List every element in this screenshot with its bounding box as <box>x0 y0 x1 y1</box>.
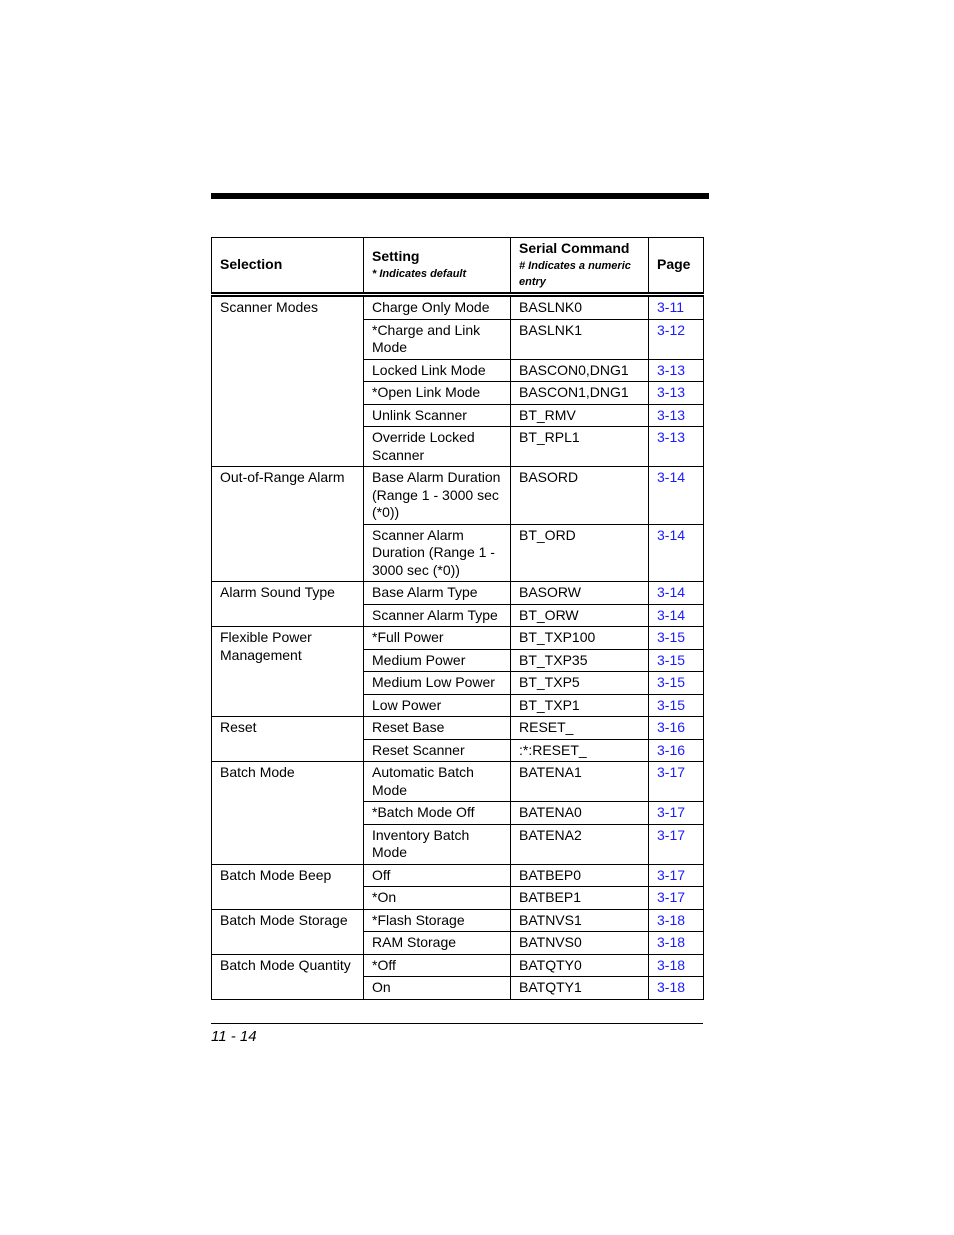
table-row <box>212 467 704 525</box>
table-row <box>212 909 704 932</box>
page-cell <box>649 627 704 650</box>
header-setting <box>364 238 511 295</box>
selection-cell: Batch Mode Beep <box>212 864 364 909</box>
serial-command-cell: BATENA2 <box>511 824 649 864</box>
page-link[interactable]: 3-12 <box>657 321 686 338</box>
setting-cell: Medium Low Power <box>364 672 511 695</box>
page-link[interactable]: 3-15 <box>657 696 686 713</box>
serial-command-cell: BATNVS0 <box>511 932 649 955</box>
page-link[interactable]: 3-15 <box>657 629 686 645</box>
page-cell <box>649 359 704 382</box>
table-body <box>212 295 704 1000</box>
page-link[interactable]: 3-17 <box>657 866 686 883</box>
page-cell <box>649 932 704 955</box>
page-link[interactable]: 3-18 <box>657 979 686 995</box>
page-link[interactable]: 3-14 <box>657 526 686 543</box>
setting-cell: Scanner Alarm Duration (Range 1 - 3000 sec (*0)) <box>364 524 511 582</box>
setting-cell: Reset Base <box>364 717 511 740</box>
serial-command-cell: BASLNK0 <box>511 295 649 320</box>
serial-command-cell: BASCON0,DNG1 <box>511 359 649 382</box>
page-link[interactable]: 3-11 <box>657 299 684 315</box>
setting-cell: On <box>364 977 511 1000</box>
setting-cell: Override Locked Scanner <box>364 427 511 467</box>
page-cell <box>649 467 704 525</box>
serial-command-cell: BT_TXP1 <box>511 694 649 717</box>
setting-cell: Low Power <box>364 694 511 717</box>
page-link[interactable]: 3-18 <box>657 956 686 973</box>
page-cell <box>649 582 704 605</box>
setting-cell: *Off <box>364 954 511 977</box>
selection-cell: Batch Mode Storage <box>212 909 364 954</box>
page-cell <box>649 427 704 467</box>
setting-cell: *Full Power <box>364 627 511 650</box>
page-link[interactable]: 3-13 <box>657 406 686 423</box>
page-cell <box>649 762 704 802</box>
serial-command-cell: BT_ORD <box>511 524 649 582</box>
serial-command-cell: BATQTY1 <box>511 977 649 1000</box>
setting-cell: Locked Link Mode <box>364 359 511 382</box>
serial-command-cell: BATQTY0 <box>511 954 649 977</box>
page-link[interactable]: 3-18 <box>657 934 686 950</box>
page-cell <box>649 802 704 825</box>
page-cell <box>649 694 704 717</box>
page-link[interactable]: 3-14 <box>657 584 686 600</box>
table-row <box>212 954 704 977</box>
page-link[interactable]: 3-16 <box>657 741 686 758</box>
page-link[interactable]: 3-16 <box>657 719 686 735</box>
table-row <box>212 295 704 320</box>
page-cell <box>649 824 704 864</box>
selection-cell: Alarm Sound Type <box>212 582 364 627</box>
page-cell <box>649 954 704 977</box>
page-number: 11 - 14 <box>211 1028 257 1045</box>
serial-command-cell: BATNVS1 <box>511 909 649 932</box>
table-row <box>212 864 704 887</box>
page-cell <box>649 909 704 932</box>
setting-cell: Automatic Batch Mode <box>364 762 511 802</box>
page-link[interactable]: 3-14 <box>657 469 686 485</box>
serial-command-cell: BT_TXP100 <box>511 627 649 650</box>
serial-command-cell: BATENA0 <box>511 802 649 825</box>
serial-command-cell: BATBEP0 <box>511 864 649 887</box>
header-page: Page <box>649 238 704 295</box>
table-row <box>212 582 704 605</box>
setting-cell: RAM Storage <box>364 932 511 955</box>
serial-command-cell: BT_TXP5 <box>511 672 649 695</box>
selection-cell: Scanner Modes <box>212 295 364 467</box>
top-rule <box>211 193 709 199</box>
page-cell <box>649 977 704 1000</box>
page-link[interactable]: 3-14 <box>657 606 686 623</box>
page-cell <box>649 604 704 627</box>
page-cell <box>649 887 704 910</box>
page-link[interactable]: 3-17 <box>657 764 686 780</box>
table-row <box>212 717 704 740</box>
page-cell <box>649 672 704 695</box>
serial-command-cell: BATENA1 <box>511 762 649 802</box>
serial-command-cell: BATBEP1 <box>511 887 649 910</box>
header-selection: Selection <box>212 238 364 295</box>
page-link[interactable]: 3-18 <box>657 911 686 928</box>
setting-cell: Base Alarm Duration (Range 1 - 3000 sec (*0)) <box>364 467 511 525</box>
serial-command-cell: BT_RMV <box>511 404 649 427</box>
selection-cell: Batch Mode Quantity <box>212 954 364 999</box>
page-cell <box>649 295 704 320</box>
setting-cell: *On <box>364 887 511 910</box>
selection-cell: Flexible Power Management <box>212 627 364 717</box>
table-row <box>212 762 704 802</box>
table-header <box>212 238 704 295</box>
selection-cell: Batch Mode <box>212 762 364 865</box>
serial-command-cell: BASCON1,DNG1 <box>511 382 649 405</box>
page-cell <box>649 524 704 582</box>
page-link[interactable]: 3-13 <box>657 429 686 445</box>
page-link[interactable]: 3-17 <box>657 889 686 905</box>
setting-cell: Medium Power <box>364 649 511 672</box>
serial-command-cell: BT_RPL1 <box>511 427 649 467</box>
selection-cell: Out-of-Range Alarm <box>212 467 364 582</box>
page-cell <box>649 319 704 359</box>
page-link[interactable]: 3-15 <box>657 674 686 690</box>
setting-cell: Off <box>364 864 511 887</box>
header-serial-command-note: # Indicates a numeric entry <box>519 259 631 288</box>
serial-command-cell: BASORD <box>511 467 649 525</box>
page-link[interactable]: 3-17 <box>657 804 686 820</box>
page-cell <box>649 649 704 672</box>
setting-cell: Base Alarm Type <box>364 582 511 605</box>
setting-cell: Scanner Alarm Type <box>364 604 511 627</box>
page-cell <box>649 864 704 887</box>
setting-cell: Reset Scanner <box>364 739 511 762</box>
page-cell <box>649 382 704 405</box>
table-row <box>212 627 704 650</box>
serial-command-cell: BASLNK1 <box>511 319 649 359</box>
setting-cell: Unlink Scanner <box>364 404 511 427</box>
selection-cell: Reset <box>212 717 364 762</box>
setting-cell: *Open Link Mode <box>364 382 511 405</box>
header-row <box>212 238 704 295</box>
page-link[interactable]: 3-17 <box>657 826 686 843</box>
header-setting-label: Setting <box>372 248 420 265</box>
header-setting-note: * Indicates default <box>372 267 467 280</box>
bottom-rule <box>211 1023 703 1024</box>
page-cell <box>649 404 704 427</box>
page-link[interactable]: 3-15 <box>657 651 686 668</box>
page-cell <box>649 717 704 740</box>
serial-command-cell: RESET_ <box>511 717 649 740</box>
header-serial-command <box>511 238 649 295</box>
setting-cell: Inventory Batch Mode <box>364 824 511 864</box>
header-serial-command-label: Serial Command <box>519 240 630 257</box>
setting-cell: *Flash Storage <box>364 909 511 932</box>
page-link[interactable]: 3-13 <box>657 361 686 378</box>
serial-command-cell: BT_ORW <box>511 604 649 627</box>
serial-command-cell: BT_TXP35 <box>511 649 649 672</box>
page-link[interactable]: 3-13 <box>657 384 686 400</box>
page-cell <box>649 739 704 762</box>
settings-table <box>211 237 704 1000</box>
setting-cell: *Batch Mode Off <box>364 802 511 825</box>
serial-command-cell: :*:RESET_ <box>511 739 649 762</box>
setting-cell: Charge Only Mode <box>364 295 511 320</box>
serial-command-cell: BASORW <box>511 582 649 605</box>
setting-cell: *Charge and Link Mode <box>364 319 511 359</box>
